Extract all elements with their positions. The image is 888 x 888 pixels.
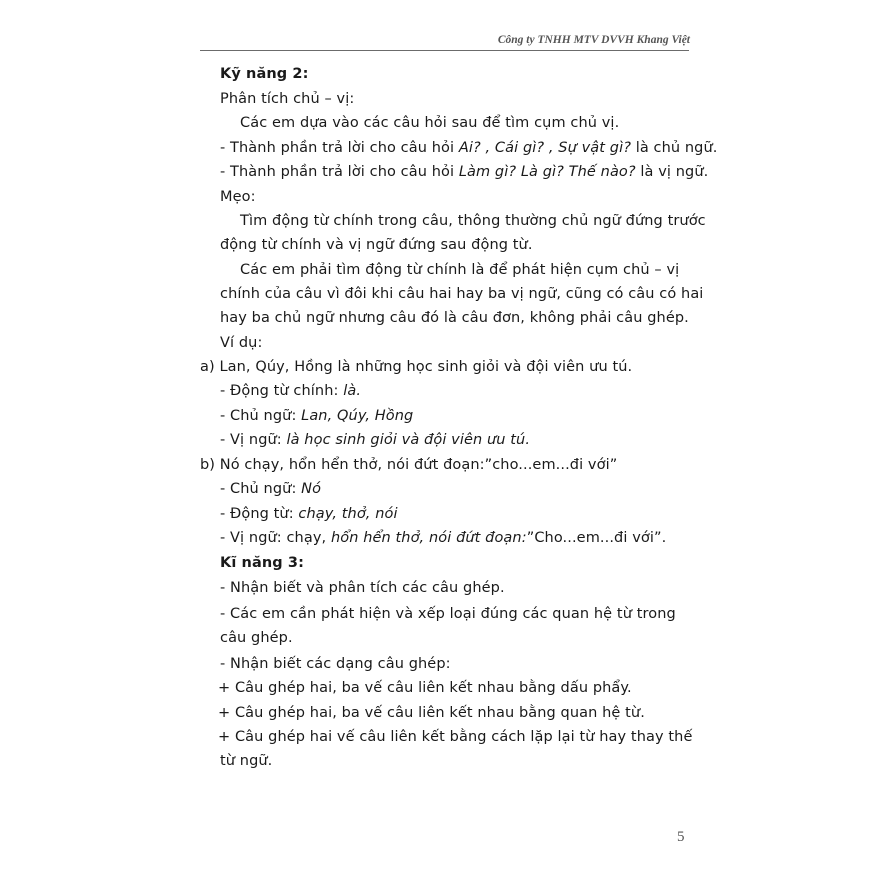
paragraph-line: động từ chính và vị ngữ đứng sau động từ.	[220, 237, 533, 253]
text-span: - Thành phần trả lời cho câu hỏi	[220, 164, 459, 180]
header-divider	[200, 50, 689, 51]
paragraph-line	[220, 162, 708, 182]
example-a: a) Lan, Qúy, Hồng là những học sinh giỏi và đội viên ưu tú.	[200, 359, 633, 375]
paragraph-line: Các em dựa vào các câu hỏi sau để tìm cụm chủ vị.	[240, 115, 620, 131]
text-span: - Chủ ngữ:	[220, 481, 302, 497]
paragraph-line: chính của câu vì đôi khi câu hai hay ba vị ngữ, cũng có câu có hai	[220, 286, 704, 302]
italic-span: Làm gì? Là gì? Thế nào?	[458, 164, 636, 180]
list-item	[220, 504, 398, 524]
italic-span: Nó	[301, 481, 322, 497]
publisher-header: Công ty TNHH MTV DVVH Khang Việt	[497, 34, 690, 46]
list-item: + Câu ghép hai, ba vế câu liên kết nhau bằng quan hệ từ.	[218, 705, 645, 721]
paragraph-line: từ ngữ.	[220, 753, 273, 769]
italic-span: hổn hển thở, nói đứt đoạn:	[330, 530, 527, 546]
text-span: - Thành phần trả lời cho câu hỏi	[220, 140, 459, 156]
text-span: - Chủ ngữ:	[220, 408, 302, 424]
text-span: ”Cho...em...đi với”.	[526, 530, 667, 546]
text-span: là chủ ngữ.	[631, 140, 718, 156]
text-span: - Vị ngữ:	[220, 432, 287, 448]
paragraph-line: hay ba chủ ngữ nhưng câu đó là câu đơn, không phải câu ghép.	[220, 310, 689, 326]
italic-span: là học sinh giỏi và đội viên ưu tú.	[286, 432, 531, 448]
italic-span: Lan, Qúy, Hồng	[301, 408, 414, 424]
text-span: - Động từ chính:	[220, 383, 344, 399]
paragraph-line: Các em phải tìm động từ chính là để phát hiện cụm chủ – vị	[240, 262, 680, 278]
text-span: là vị ngữ.	[635, 164, 709, 180]
list-item: - Các em cần phát hiện và xếp loại đúng các quan hệ từ trong	[220, 606, 676, 622]
paragraph-line: câu ghép.	[220, 630, 293, 646]
italic-span: là.	[343, 383, 362, 399]
subheading-example: Ví dụ:	[220, 335, 263, 351]
italic-span: Ai? , Cái gì? , Sự vật gì?	[458, 140, 631, 156]
list-item	[220, 430, 530, 450]
subheading-tip: Mẹo:	[220, 189, 256, 205]
list-item	[220, 528, 666, 548]
italic-span: chạy, thở, nói	[298, 506, 398, 522]
list-item	[220, 406, 413, 426]
paragraph-line	[220, 138, 718, 158]
heading-skill-2: Kỹ năng 2:	[220, 66, 309, 82]
list-item: - Nhận biết các dạng câu ghép:	[220, 656, 451, 672]
subheading-subject-predicate: Phân tích chủ – vị:	[220, 91, 355, 107]
page-number: 5	[677, 829, 685, 845]
example-b: b) Nó chạy, hổn hển thở, nói đứt đoạn:”cho...em...đi với”	[200, 457, 618, 473]
list-item: + Câu ghép hai vế câu liên kết bằng cách lặp lại từ hay thay thế	[218, 729, 693, 745]
text-span: - Động từ:	[220, 506, 299, 522]
list-item	[220, 479, 321, 499]
list-item	[220, 381, 361, 401]
heading-skill-3: Kĩ năng 3:	[220, 555, 304, 571]
list-item: + Câu ghép hai, ba vế câu liên kết nhau bằng dấu phẩy.	[218, 680, 632, 696]
list-item: - Nhận biết và phân tích các câu ghép.	[220, 580, 505, 596]
text-span: - Vị ngữ: chạy,	[220, 530, 331, 546]
paragraph-line: Tìm động từ chính trong câu, thông thường chủ ngữ đứng trước	[240, 213, 706, 229]
